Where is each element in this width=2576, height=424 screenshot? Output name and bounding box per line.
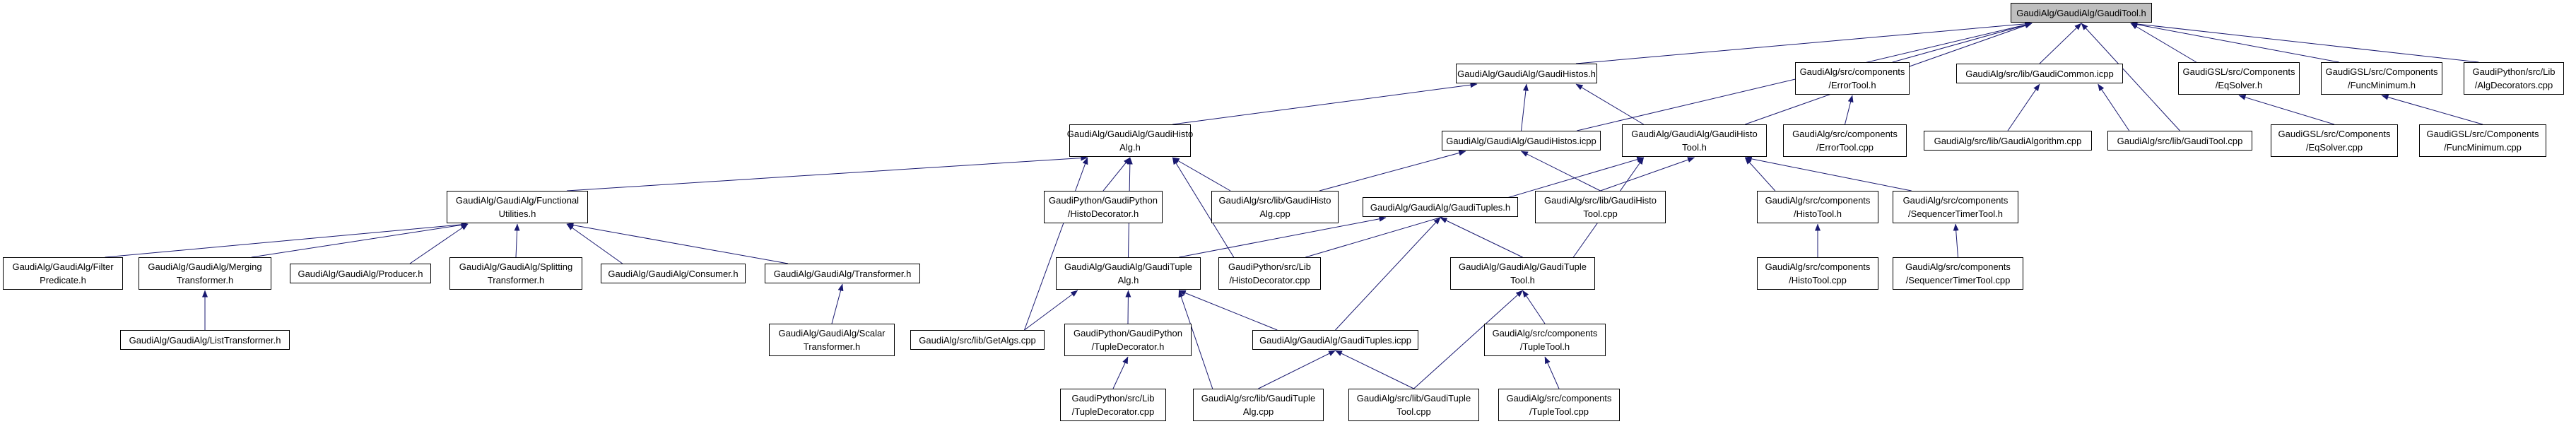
graph-edge-gaudituplealg_cpp-to-gaudituples_icpp	[1259, 351, 1336, 389]
node-label-line: GaudiAlg/src/lib/GaudiCommon.icpp	[1965, 68, 2114, 79]
graph-edge-algdecorators_cpp-to-gauditool_h	[2131, 23, 2478, 62]
node-label-line: /HistoTool.cpp	[1789, 275, 1847, 285]
node-label-line: GaudiPython/src/Lib	[1228, 261, 1312, 272]
graph-node-splittingtransformer-h[interactable]	[449, 257, 582, 290]
node-label-line: /EqSolver.cpp	[2305, 142, 2363, 153]
node-label-line: GaudiAlg/src/lib/GaudiTuple	[1201, 393, 1316, 404]
graph-edge-gaudihistoalg_cpp-to-gaudihistos_icpp	[1319, 151, 1466, 191]
graph-edge-gaudicommon_icpp-to-gauditool_h	[2040, 23, 2081, 64]
graph-edge-tupletool_cpp-to-tupletool_h	[1545, 357, 1559, 389]
graph-node-funcminimum-h[interactable]	[2321, 62, 2442, 95]
graph-edge-gauditool_cpp-to-gaudicommon_icpp	[2098, 84, 2129, 131]
graph-edge-tupletool_h-to-gaudituletool_h	[1523, 290, 1546, 324]
node-label-line: GaudiPython/GaudiPython	[1074, 328, 1182, 338]
graph-node-histotool-cpp[interactable]	[1757, 257, 1878, 290]
node-label-line: GaudiAlg/src/lib/GaudiTool.cpp	[2117, 135, 2243, 146]
graph-node-gaudituples-h[interactable]	[1363, 197, 1518, 217]
node-label-line: GaudiAlg/src/components	[1765, 195, 1871, 206]
node-label-line: GaudiAlg/src/components	[1799, 66, 1905, 77]
graph-node-gaudituplealg-h[interactable]	[1056, 257, 1201, 290]
node-label-line: GaudiAlg/GaudiAlg/GaudiTuples.icpp	[1259, 334, 1411, 346]
graph-node-gaudihistoalg-h[interactable]	[1066, 124, 1194, 157]
node-label-line: GaudiGSL/src/Components	[2325, 66, 2438, 77]
graph-edge-funcminimum_cpp-to-funcminimum_h	[2382, 95, 2483, 124]
node-label-line: /HistoDecorator.h	[1067, 208, 1139, 219]
node-label-line: GaudiAlg/GaudiAlg/ListTransformer.h	[129, 334, 281, 346]
node-label-line: GaudiAlg/GaudiAlg/GaudiTuples.h	[1370, 201, 1511, 213]
graph-node-scalartransformer-h[interactable]	[769, 324, 895, 356]
node-label-line: /TupleDecorator.h	[1091, 341, 1165, 352]
node-label-line: GaudiAlg/src/components	[1765, 261, 1871, 272]
node-label-line: GaudiAlg/GaudiAlg/GaudiTuple	[1064, 261, 1192, 272]
node-label-line: Transformer.h	[487, 275, 545, 285]
graph-node-funcminimum-cpp[interactable]	[2419, 124, 2546, 157]
node-label-line: GaudiGSL/src/Components	[2278, 129, 2391, 139]
graph-edge-gaudihistotool_cpp-to-gaudihistos_icpp	[1522, 151, 1601, 191]
node-label-line: Alg.h	[1119, 142, 1141, 153]
graph-edge-sequencertimertool_h-to-gaudihistotool_h	[1745, 158, 1911, 191]
graph-node-histodecorator-h[interactable]	[1044, 191, 1163, 223]
node-label-line: GaudiAlg/GaudiAlg/GaudiHistos.icpp	[1446, 135, 1596, 146]
graph-node-sequencertimertool-cpp[interactable]	[1893, 257, 2023, 290]
node-label-line: /TupleDecorator.cpp	[1071, 406, 1155, 417]
graph-node-tupletool-h[interactable]	[1484, 324, 1606, 356]
node-label-line: GaudiAlg/GaudiAlg/GaudiHisto	[1066, 129, 1194, 139]
graph-edge-eqsolver_cpp-to-eqsolver_h	[2239, 95, 2334, 124]
node-label-line: Transformer.h	[176, 275, 234, 285]
graph-node-tupledecorator-cpp[interactable]	[1060, 389, 1166, 421]
node-label-line: GaudiGSL/src/Components	[2426, 129, 2539, 139]
node-label-line: GaudiAlg/src/components	[1792, 129, 1898, 139]
graph-edge-gaudihistos_h-to-gauditool_h	[1576, 23, 2032, 64]
graph-edge-gaudituletool_h-to-gaudituples_h	[1440, 218, 1523, 257]
graph-edge-sequencertimertool_cpp-to-sequencertimertool_h	[1955, 224, 1958, 257]
node-label-line: GaudiAlg/src/components	[1506, 393, 1612, 404]
node-label-line: Utilities.h	[498, 208, 536, 219]
node-label-line: GaudiAlg/GaudiAlg/GaudiHistos.h	[1457, 68, 1596, 79]
node-label-line: /SequencerTimerTool.h	[1908, 208, 2003, 219]
graph-edge-scalartransformer_h-to-transformer_h	[832, 284, 842, 324]
graph-node-transformer-h[interactable]	[765, 264, 920, 283]
node-label-line: /FuncMinimum.h	[2347, 80, 2416, 90]
node-label-line: /HistoTool.h	[1794, 208, 1842, 219]
node-label-line: Predicate.h	[40, 275, 86, 285]
node-label-line: /HistoDecorator.cpp	[1229, 275, 1310, 285]
graph-edge-splittingtransformer_h-to-functionalutilities_h	[516, 224, 517, 257]
graph-node-eqsolver-h[interactable]	[2178, 62, 2300, 95]
node-label-line: GaudiAlg/src/lib/GaudiHisto	[1218, 195, 1331, 206]
graph-node-histodecorator-cpp[interactable]	[1218, 257, 1321, 290]
node-label-line: GaudiAlg/src/lib/GaudiTuple	[1356, 393, 1471, 404]
node-label-line: Transformer.h	[803, 341, 861, 352]
graph-edge-transformer_h-to-functionalutilities_h	[567, 224, 788, 264]
graph-node-gaudihistos-icpp[interactable]	[1442, 131, 1601, 151]
node-label-line: /EqSolver.h	[2215, 80, 2263, 90]
graph-node-consumer-h[interactable]	[601, 264, 746, 283]
node-label-line: /FuncMinimum.cpp	[2444, 142, 2522, 153]
graph-node-producer-h[interactable]	[290, 264, 431, 283]
graph-edge-getalgs_cpp-to-gaudihistoalg_h	[1025, 158, 1088, 330]
node-label-line: GaudiAlg/GaudiAlg/GaudiHisto	[1631, 129, 1758, 139]
node-label-line: GaudiAlg/GaudiAlg/GaudiTool.h	[2016, 7, 2146, 18]
graph-node-mergingtransformer-h[interactable]	[139, 257, 271, 290]
node-label-line: GaudiPython/src/Lib	[1071, 393, 1155, 404]
graph-edge-errortool_cpp-to-errortool_h	[1845, 95, 1853, 124]
graph-node-gaudialgorithm-cpp[interactable]	[1924, 131, 2092, 151]
node-label-line: GaudiPython/GaudiPython	[1049, 195, 1158, 206]
node-label-line: GaudiAlg/GaudiAlg/Scalar	[778, 328, 886, 338]
graph-edge-functionalutilities_h-to-gaudihistoalg_h	[567, 158, 1088, 191]
node-label-line: GaudiAlg/src/components	[1492, 328, 1598, 338]
graph-node-functionalutilities-h[interactable]	[447, 191, 588, 223]
node-label-line: GaudiAlg/src/lib/GaudiHisto	[1544, 195, 1657, 206]
graph-node-gauditool-cpp[interactable]	[2107, 131, 2252, 151]
graph-edge-gaudihistotool_h-to-gaudihistos_h	[1576, 84, 1644, 124]
node-label-line: Tool.cpp	[1396, 406, 1431, 417]
graph-node-sequencertimertool-h[interactable]	[1893, 191, 2018, 223]
node-label-line: GaudiAlg/GaudiAlg/Functional	[455, 195, 580, 206]
graph-node-errortool-h[interactable]	[1795, 62, 1910, 95]
graph-node-gaudituples-icpp[interactable]	[1252, 330, 1418, 350]
node-label-line: Tool.h	[1682, 142, 1707, 153]
node-label-line: GaudiAlg/GaudiAlg/Splitting	[459, 261, 573, 272]
graph-edge-gaudialgorithm_cpp-to-gaudicommon_icpp	[2008, 84, 2040, 131]
graph-node-gaudihistotool-cpp[interactable]	[1535, 191, 1666, 223]
graph-node-histotool-h[interactable]	[1757, 191, 1878, 223]
graph-node-gaudituletool-h[interactable]	[1450, 257, 1595, 290]
graph-node-gaudihistotool-h[interactable]	[1622, 124, 1767, 157]
node-label-line: GaudiPython/src/Lib	[2472, 66, 2556, 77]
node-label-line: GaudiGSL/src/Components	[2182, 66, 2295, 77]
node-label-line: GaudiAlg/GaudiAlg/Merging	[148, 261, 262, 272]
graph-edge-tupledecorator_cpp-to-tupledecorator_h	[1113, 357, 1128, 389]
node-label-line: GaudiAlg/GaudiAlg/Transformer.h	[773, 268, 912, 279]
graph-edge-gaudihistos_icpp-to-gaudihistos_h	[1522, 84, 1527, 131]
node-label-line: GaudiAlg/GaudiAlg/Filter	[12, 261, 114, 272]
graph-node-gaudihistoalg-cpp[interactable]	[1211, 191, 1339, 223]
graph-edge-gaudituletool_cpp-to-gaudituples_icpp	[1336, 351, 1414, 389]
node-label-line: /TupleTool.h	[1519, 341, 1570, 352]
graph-node-getalgs-cpp[interactable]	[910, 330, 1045, 350]
node-label-line: GaudiAlg/GaudiAlg/GaudiTuple	[1459, 261, 1587, 272]
graph-edge-tupledecorator_h-to-gaudituplealg_h	[1128, 290, 1129, 324]
graph-node-gauditool-h	[2011, 3, 2152, 23]
node-label-line: Alg.cpp	[1259, 208, 1290, 219]
graph-node-errortool-cpp[interactable]	[1783, 124, 1907, 157]
node-label-line: /ErrorTool.h	[1828, 80, 1876, 90]
graph-edge-gaudituples_icpp-to-gaudituplealg_h	[1179, 290, 1277, 330]
graph-edge-histodecorator_h-to-gaudihistoalg_h	[1103, 158, 1130, 191]
graph-node-gaudituplealg-cpp[interactable]	[1193, 389, 1324, 421]
graph-edge-gaudihistoalg_h-to-gaudihistos_h	[1172, 84, 1477, 124]
node-label-line: GaudiAlg/src/lib/GaudiAlgorithm.cpp	[1934, 135, 2082, 146]
graph-node-listtransformer-h[interactable]	[120, 330, 290, 350]
graph-edge-gaudituples_icpp-to-gaudituples_h	[1336, 218, 1441, 330]
node-label-line: Alg.cpp	[1242, 406, 1274, 417]
graph-node-algdecorators-cpp[interactable]	[2464, 62, 2564, 95]
graph-edge-gaudihistotool_cpp-to-gaudihistotool_h	[1601, 158, 1695, 191]
node-label-line: GaudiAlg/GaudiAlg/Consumer.h	[608, 268, 739, 279]
graph-edge-gaudituplealg_h-to-gaudituples_h	[1179, 218, 1386, 257]
graph-node-tupletool-cpp[interactable]	[1498, 389, 1620, 421]
graph-node-filterpredicate-h[interactable]	[3, 257, 123, 290]
node-label-line: Tool.cpp	[1583, 208, 1618, 219]
graph-node-gaudihistos-h[interactable]	[1456, 64, 1597, 83]
node-label-line: GaudiAlg/src/components	[1902, 195, 2009, 206]
graph-node-gaudicommon-icpp[interactable]	[1956, 64, 2123, 83]
node-label-line: /SequencerTimerTool.cpp	[1905, 275, 2011, 285]
graph-node-tupledecorator-h[interactable]	[1064, 324, 1192, 356]
node-label-line: /AlgDecorators.cpp	[2474, 80, 2553, 90]
node-label-line: GaudiAlg/GaudiAlg/Producer.h	[298, 268, 423, 279]
graph-edge-gaudihistoalg_cpp-to-gaudihistoalg_h	[1172, 158, 1230, 191]
node-label-line: Tool.h	[1510, 275, 1535, 285]
node-label-line: /TupleTool.cpp	[1529, 406, 1589, 417]
graph-edge-filterpredicate_h-to-functionalutilities_h	[105, 224, 469, 257]
node-label-line: GaudiAlg/src/components	[1905, 261, 2011, 272]
graph-node-eqsolver-cpp[interactable]	[2271, 124, 2398, 157]
graph-node-gaudituletool-cpp[interactable]	[1348, 389, 1479, 421]
node-label-line: GaudiAlg/src/lib/GetAlgs.cpp	[919, 334, 1036, 346]
node-label-line: Alg.h	[1117, 275, 1139, 285]
node-label-line: /ErrorTool.cpp	[1816, 142, 1874, 153]
